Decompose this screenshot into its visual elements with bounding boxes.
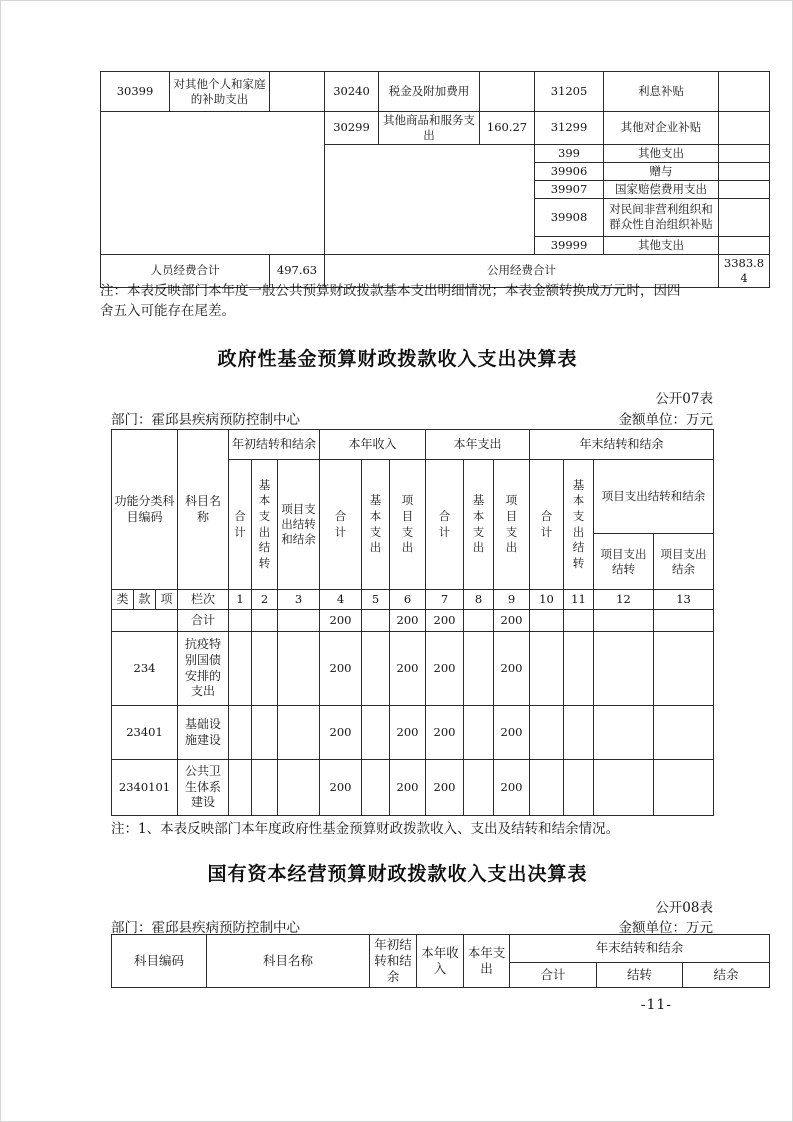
code-cell: 31299 [535,112,604,145]
value-cell [229,610,252,632]
value-cell: 200 [426,632,464,706]
public-total-value: 3383.84 [719,254,770,287]
col-header-subject-code: 科目编码 [112,935,207,988]
value-cell: 200 [426,610,464,632]
code-cell: 39908 [535,198,604,236]
col-header-balance: 结余 [683,963,770,988]
value-cell [654,632,714,706]
value-cell: 200 [494,760,530,816]
subject-name-cell: 抗疫特别国债安排的支出 [178,632,229,706]
col-index: 11 [564,590,594,610]
subject-name-cell: 其他商品和服务支出 [379,112,480,145]
state-capital-budget-table [111,934,770,988]
value-cell [464,632,494,706]
amount-cell [719,180,770,198]
col-index: 13 [654,590,714,610]
col-header-total: 合计 [510,963,597,988]
amount-cell [719,112,770,145]
public-total-label: 公用经费合计 [325,254,719,287]
table2-note: 注：1、本表反映部门本年度政府性基金预算财政拨款收入、支出及结转和结余情况。 [111,821,620,837]
value-cell [530,632,564,706]
value-cell [594,632,654,706]
subject-name-cell: 税金及附加费用 [379,72,480,112]
col-header-lei: 类 [112,590,134,610]
table-number-08: 公开08表 [655,900,713,916]
vertical-label: 基本支出结转 [572,477,585,570]
col-index: 9 [494,590,530,610]
subject-name-cell: 公共卫生体系建设 [178,760,229,816]
value-cell [654,610,714,632]
value-cell [564,760,594,816]
value-cell: 200 [390,760,426,816]
col-header-xiang: 项 [156,590,178,610]
subject-name-cell: 合计 [178,610,229,632]
basic-expense-detail-table [100,71,770,288]
value-cell [464,760,494,816]
value-cell: 200 [320,760,362,816]
col-header-total [229,460,252,590]
col-index: 7 [426,590,464,610]
col-index: 6 [390,590,426,610]
col-group-year-expense: 本年支出 [426,430,530,460]
col-header-basic-carryover [564,460,594,590]
department-label: 部门：霍邱县疾病预防控制中心 [111,412,300,428]
col-group-project-carryover-balance: 项目支出结转和结余 [594,460,714,534]
amount-cell [480,72,535,112]
code-cell: 30399 [101,72,170,112]
empty-cell [101,112,325,255]
table-number-07: 公开07表 [655,391,713,407]
value-cell [278,632,320,706]
vertical-label: 项目支出 [505,493,518,555]
value-cell [252,706,278,760]
value-cell [464,706,494,760]
value-cell [594,706,654,760]
col-header-begin-balance: 年初结转和结余 [370,935,417,988]
value-cell [362,706,390,760]
col-index: 5 [362,590,390,610]
vertical-label: 合计 [334,508,347,539]
col-header-function-code: 功能分类科目编码 [112,430,178,590]
value-cell [229,760,252,816]
col-index: 12 [594,590,654,610]
value-cell [530,610,564,632]
value-cell [278,760,320,816]
value-cell: 200 [426,760,464,816]
table-row [112,632,714,706]
amount-cell [719,162,770,180]
amount-cell [719,144,770,162]
col-header-total [426,460,464,590]
value-cell [252,610,278,632]
table-row [112,706,714,760]
col-header-kuan: 款 [134,590,156,610]
subject-name-cell: 国家赔偿费用支出 [604,180,719,198]
col-header-basic-expense [362,460,390,590]
vertical-label: 基本支出 [369,493,382,555]
value-cell: 200 [320,706,362,760]
value-cell: 200 [426,706,464,760]
amount-cell [270,72,325,112]
col-header-project-expense [390,460,426,590]
value-cell [278,706,320,760]
col-header-project-balance: 项目支出结余 [654,534,714,590]
code-cell: 399 [535,144,604,162]
value-cell [229,706,252,760]
unit-label: 金额单位：万元 [618,412,713,428]
value-cell: 200 [494,706,530,760]
col-group-year-income: 本年收入 [320,430,426,460]
col-header-subject-name: 科目名称 [178,430,229,590]
unit-label: 金额单位：万元 [618,920,713,936]
empty-cell [325,144,535,254]
vertical-label: 项目支出 [401,493,414,555]
col-header-year-expense: 本年支出 [464,935,510,988]
col-index: 2 [252,590,278,610]
amount-cell: 160.27 [480,112,535,145]
col-header-lanci: 栏次 [178,590,229,610]
value-cell [252,760,278,816]
col-header-basic-expense [464,460,494,590]
vertical-label: 基本支出结转 [258,477,271,570]
code-cell: 23401 [112,706,178,760]
col-header-total [530,460,564,590]
vertical-label: 合计 [234,508,246,539]
col-header-project-carryover: 项目支出结转和结余 [278,460,320,590]
table-row [101,112,770,145]
col-group-end-balance: 年末结转和结余 [510,935,770,963]
vertical-label: 合计 [438,508,451,539]
value-cell: 200 [320,632,362,706]
subject-name-cell: 对民间非营利组织和群众性自治组织补贴 [604,198,719,236]
col-group-end-balance: 年末结转和结余 [530,430,714,460]
value-cell: 200 [494,632,530,706]
value-cell [530,706,564,760]
value-cell [530,760,564,816]
subject-name-cell: 其他支出 [604,236,719,254]
personnel-total-label: 人员经费合计 [101,254,270,287]
value-cell [564,610,594,632]
table-row [101,72,770,112]
col-header-project-carryover: 项目支出结转 [594,534,654,590]
gov-fund-budget-table [111,429,714,816]
value-cell [362,760,390,816]
amount-cell [719,236,770,254]
col-index: 4 [320,590,362,610]
subject-name-cell: 对其他个人和家庭的补助支出 [170,72,270,112]
code-cell: 234 [112,632,178,706]
value-cell: 200 [494,610,530,632]
code-cell: 31205 [535,72,604,112]
col-group-begin-balance: 年初结转和结余 [229,430,320,460]
amount-cell [719,72,770,112]
page-number: -11- [640,997,672,1013]
code-cell: 39906 [535,162,604,180]
table-row [112,610,714,632]
value-cell [564,632,594,706]
subject-name-cell: 其他对企业补贴 [604,112,719,145]
col-header-total [320,460,362,590]
subject-name-cell: 基础设施建设 [178,706,229,760]
col-index: 10 [530,590,564,610]
table-meta [111,916,713,936]
col-index: 3 [278,590,320,610]
table-header-row [112,430,714,460]
value-cell [362,632,390,706]
table1-note: 注：本表反映部门本年度一般公共预算财政拨款基本支出明细情况；本表金额转换成万元时，因四舍五入可能存在尾差。 [100,283,681,319]
value-cell [362,610,390,632]
state-capital-table-title: 国有资本经营预算财政拨款收入支出决算表 [207,864,588,885]
subject-name-cell: 其他支出 [604,144,719,162]
code-cell [112,610,178,632]
department-label: 部门：霍邱县疾病预防控制中心 [111,920,300,936]
code-cell: 30240 [325,72,379,112]
col-index: 1 [229,590,252,610]
value-cell [252,632,278,706]
col-header-subject-name: 科目名称 [207,935,370,988]
value-cell: 200 [390,706,426,760]
value-cell [654,706,714,760]
subject-name-cell: 赠与 [604,162,719,180]
value-cell: 200 [320,610,362,632]
col-header-year-income: 本年收入 [417,935,464,988]
col-index: 8 [464,590,494,610]
value-cell [654,760,714,816]
value-cell [594,610,654,632]
value-cell [229,632,252,706]
table-meta [111,408,713,428]
vertical-label: 基本支出 [472,493,485,555]
col-header-basic-carryover [252,460,278,590]
value-cell [564,706,594,760]
gov-fund-table-title: 政府性基金预算财政拨款收入支出决算表 [217,349,578,370]
personnel-total-value: 497.63 [270,254,325,287]
amount-cell [719,198,770,236]
code-cell: 39907 [535,180,604,198]
vertical-label: 合计 [540,508,553,539]
value-cell [278,610,320,632]
code-cell: 39999 [535,236,604,254]
table-header-row [112,935,770,963]
col-header-project-expense [494,460,530,590]
subject-name-cell: 利息补贴 [604,72,719,112]
value-cell [464,610,494,632]
value-cell: 200 [390,632,426,706]
col-header-carryover: 结转 [597,963,683,988]
value-cell: 200 [390,610,426,632]
value-cell [594,760,654,816]
column-index-row [112,590,714,610]
code-cell: 2340101 [112,760,178,816]
code-cell: 30299 [325,112,379,145]
table-row [112,760,714,816]
